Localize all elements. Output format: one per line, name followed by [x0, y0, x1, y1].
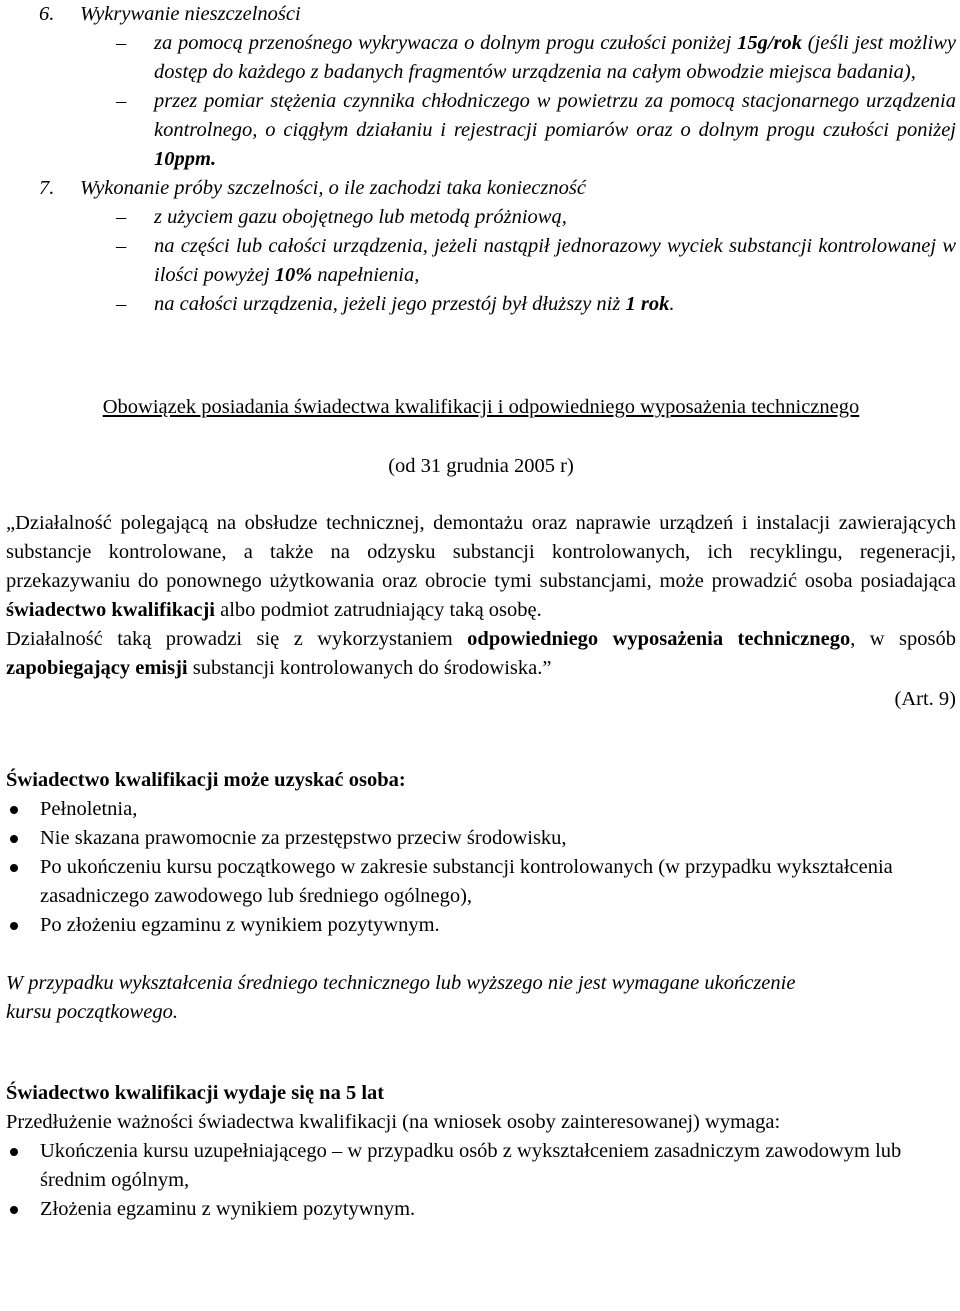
obligation-paragraph-1 [6, 509, 956, 625]
list-item [6, 29, 956, 87]
list-item [6, 290, 956, 319]
obligation-heading: Obowiązek posiadania świadectwa kwalifikacji i odpowiedniego wyposażenia technicznego [102, 396, 860, 418]
bold-text: zapobiegający emisji [6, 657, 188, 679]
list-item [6, 87, 956, 174]
item-title: Wykrywanie nieszczelności [80, 3, 301, 25]
dash-marker: – [116, 206, 127, 228]
list-item-text: Po ukończeniu kursu początkowego w zakresie substancji kontrolowanych (w przypadku wykształcenia zasadniczego zawodowego lub średniego ogólnego), [40, 856, 893, 907]
bullet-icon [10, 1148, 18, 1156]
obligation-date: (od 31 grudnia 2005 r) [388, 455, 574, 477]
bullet-icon [10, 1206, 18, 1214]
bullet-icon [10, 806, 18, 814]
obligation-section [6, 393, 956, 714]
certificate-heading: Świadectwo kwalifikacji może uzyskać osoba: [6, 769, 406, 791]
list-item [6, 232, 956, 290]
section-item-6 [6, 0, 956, 174]
bullet-icon [10, 864, 18, 872]
list-item-text: na części lub całości urządzenia, jeżeli nastąpił jednorazowy wyciek substancji kontrolowanej w ilości powyżej [154, 235, 956, 286]
dash-marker: – [116, 90, 127, 112]
list-item-bold: 15g/rok [737, 32, 802, 54]
list-item-text: na całości urządzenia, jeżeli jego przestój był dłuższy niż [154, 293, 626, 315]
paragraph-text: albo podmiot zatrudniający taką osobę. [214, 599, 542, 621]
list-item [6, 911, 956, 940]
list-item-text: . [669, 293, 675, 315]
list-item-bold: 10% [274, 264, 313, 286]
list-item-text: Po złożeniu egzaminu z wynikiem pozytywnym. [40, 914, 440, 936]
list-item [6, 1195, 956, 1224]
paragraph-text: , w sposób [850, 628, 957, 650]
bullet-icon [10, 835, 18, 843]
item-number: 7. [39, 177, 55, 199]
dash-marker: – [116, 235, 127, 257]
list-item [6, 203, 956, 232]
list-item-text: Złożenia egzaminu z wynikiem pozytywnym. [40, 1198, 416, 1220]
list-item [6, 795, 956, 824]
paragraph-text: „Działalność polegającą na obsłudze technicznej, demontażu oraz naprawie urządzeń i instalacji zawierających substancje kontrolowane, a także na odzysku substancji kontrolowanych, ich recyklingu, regeneracji, przekazywaniu do ponownego użytkowania oraz obrocie tymi substancjami, może prowadzić osoba posiadająca [6, 512, 956, 592]
dash-marker: – [116, 32, 127, 54]
list-item-text: Ukończenia kursu uzupełniającego – w przypadku osób z wykształceniem zasadniczym zawodowym lub średnim ogólnym, [40, 1140, 902, 1191]
validity-intro: Przedłużenie ważności świadectwa kwalifikacji (na wniosek osoby zainteresowanej) wymaga: [6, 1111, 781, 1133]
list-item-text: napełnienia, [312, 264, 420, 286]
list-item-text: Nie skazana prawomocnie za przestępstwo przeciw środowisku, [40, 827, 567, 849]
list-item-text: przez pomiar stężenia czynnika chłodniczego w powietrzu za pomocą stacjonarnego urządzenia kontrolnego, o ciągłym działaniu i rejestracji pomiarów oraz o dolnym progu czułości poniżej [154, 90, 956, 141]
dash-marker: – [116, 293, 127, 315]
list-item [6, 824, 956, 853]
list-item [6, 1137, 956, 1195]
section-item-7 [6, 174, 956, 319]
certificate-note: W przypadku wykształcenia średniego technicznego lub wyższego nie jest wymagane ukończenie kursu początkowego. [6, 972, 796, 1023]
bold-text: świadectwo kwalifikacji [6, 599, 215, 621]
validity-requirements-list [6, 1137, 956, 1224]
bold-text: odpowiedniego wyposażenia technicznego [467, 628, 851, 650]
certificate-section [6, 766, 956, 1027]
document-page [6, 0, 956, 1224]
dash-list [6, 29, 956, 174]
list-item-bold: 10ppm. [154, 148, 217, 170]
validity-section [6, 1079, 956, 1224]
list-item-text: (jeśli jest możliwy dostęp do każdego z badanych fragmentów urządzenia na całym obwodzie miejsca badania), [154, 32, 956, 83]
list-item-text: Pełnoletnia, [40, 798, 138, 820]
item-title: Wykonanie próby szczelności, o ile zachodzi taka konieczność [80, 177, 586, 199]
list-item-bold: 1 rok [625, 293, 670, 315]
obligation-paragraph-2 [6, 625, 956, 683]
list-item-text: za pomocą przenośnego wykrywacza o dolnym progu czułości poniżej [154, 32, 738, 54]
list-item [6, 853, 956, 911]
item-number: 6. [39, 3, 55, 25]
dash-list [6, 203, 956, 319]
list-item-text: z użyciem gazu obojętnego lub metodą próżniową, [154, 206, 567, 228]
validity-heading: Świadectwo kwalifikacji wydaje się na 5 lat [6, 1082, 385, 1104]
certificate-requirements-list [6, 795, 956, 940]
paragraph-text: Działalność taką prowadzi się z wykorzystaniem [6, 628, 468, 650]
paragraph-text: substancji kontrolowanych do środowiska.” [187, 657, 552, 679]
bullet-icon [10, 922, 18, 930]
article-reference: (Art. 9) [894, 688, 956, 710]
